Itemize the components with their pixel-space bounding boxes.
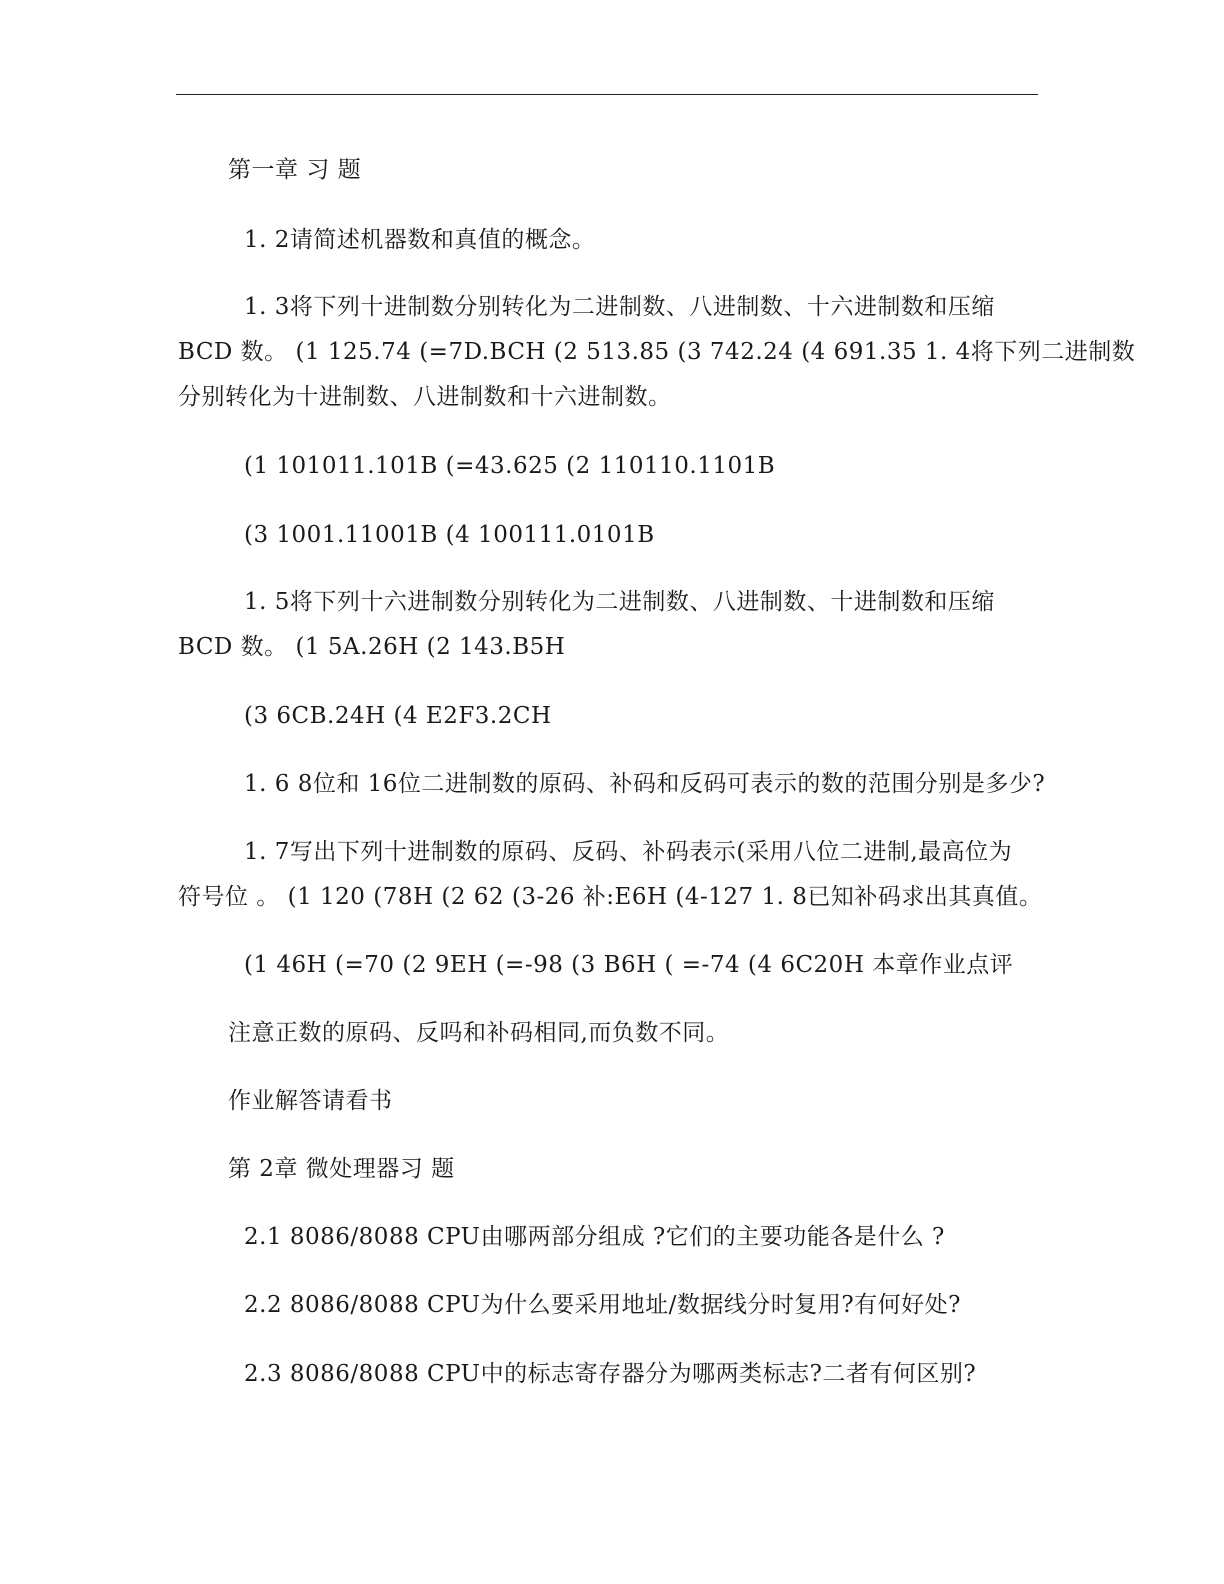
question-1-5: 1. 5将下列十六进制数分别转化为二进制数、八进制数、十进制数和压缩 (244, 589, 995, 615)
answer-note: 作业解答请看书 (228, 1088, 393, 1114)
question-1-7-items: 符号位 。 (1 120 (78H (2 62 (3-26 补:E6H (4-127 1. 8已知补码求出其真值。 (178, 884, 1043, 910)
question-1-6: 1. 6 8位和 16位二进制数的原码、补码和反码可表示的数的范围分别是多少? (244, 771, 1046, 797)
question-1-8-items: (1 46H (=70 (2 9EH (=-98 (3 B6H ( =-74 (4 6C20H 本章作业点评 (244, 952, 1014, 978)
review-note: 注意正数的原码、反吗和补码相同,而负数不同。 (228, 1020, 730, 1046)
question-2-3: 2.3 8086/8088 CPU中的标志寄存器分为哪两类标志?二者有何区别? (244, 1361, 977, 1387)
question-1-2: 1. 2请简述机器数和真值的概念。 (244, 227, 596, 253)
question-1-7: 1. 7写出下列十进制数的原码、反码、补码表示(采用八位二进制,最高位为 (244, 839, 1013, 865)
question-1-3: 1. 3将下列十进制数分别转化为二进制数、八进制数、十六进制数和压缩 (244, 294, 995, 320)
question-1-4-items-a: (1 101011.101B (=43.625 (2 110110.1101B (244, 453, 776, 479)
question-1-3-values: BCD 数。 (1 125.74 (=7D.BCH (2 513.85 (3 742.24 (4 691.35 1. 4将下列二进制数 (178, 339, 1136, 365)
question-1-4-items-b: (3 1001.11001B (4 100111.0101B (244, 522, 655, 548)
question-1-5-items-b: (3 6CB.24H (4 E2F3.2CH (244, 703, 552, 729)
header-rule (176, 94, 1038, 95)
question-1-4-cont: 分别转化为十进制数、八进制数和十六进制数。 (178, 384, 672, 410)
question-2-2: 2.2 8086/8088 CPU为什么要采用地址/数据线分时复用?有何好处? (244, 1292, 961, 1318)
question-2-1: 2.1 8086/8088 CPU由哪两部分组成 ?它们的主要功能各是什么 ? (244, 1224, 945, 1250)
chapter2-title: 第 2章 微处理器习 题 (228, 1156, 455, 1182)
question-1-5-items-a: BCD 数。 (1 5A.26H (2 143.B5H (178, 634, 566, 660)
chapter1-title: 第一章 习 题 (228, 157, 362, 183)
